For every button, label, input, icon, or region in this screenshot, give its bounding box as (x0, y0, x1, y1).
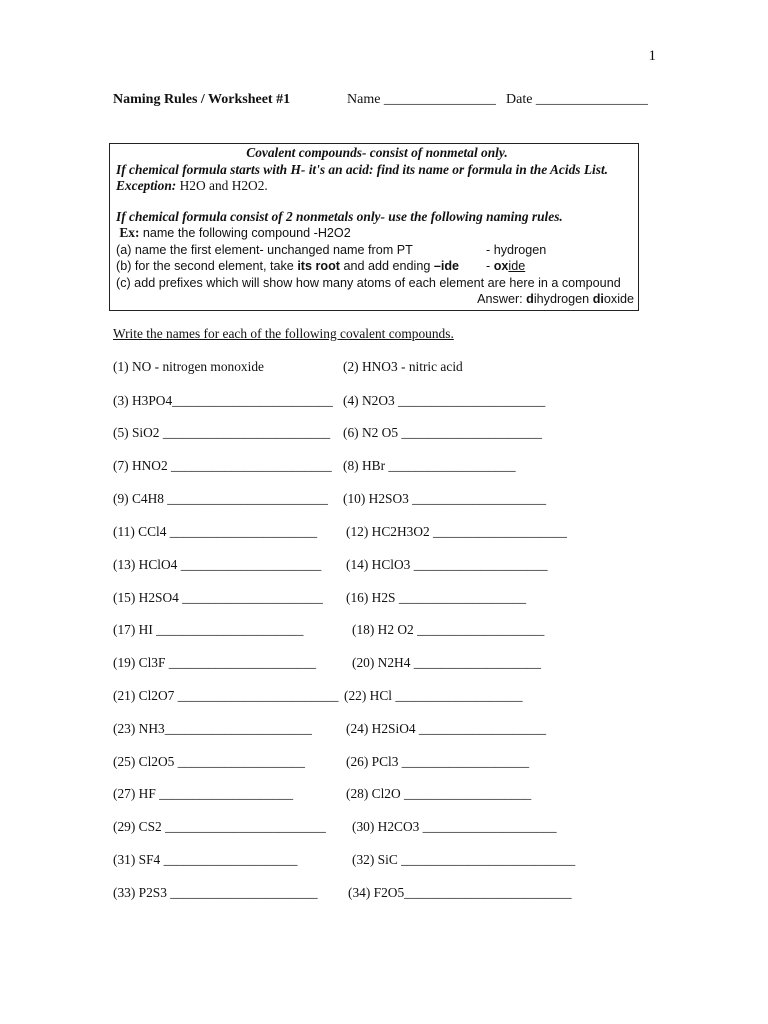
exception-line (116, 178, 638, 195)
question-20[interactable]: (20) N2H4 ___________________ (352, 655, 541, 670)
question-17[interactable]: (17) HI ______________________ (113, 622, 304, 637)
question-23[interactable]: (23) NH3______________________ (113, 721, 312, 736)
nonmetal-rule: If chemical formula consist of 2 nonmetals only- use the following naming rules. (116, 208, 563, 224)
rule-b-mid: and add ending (343, 259, 431, 273)
rule-b-ending: –ide (433, 259, 460, 273)
answer-mid: ihydrogen (533, 292, 590, 306)
rule-a (116, 242, 638, 259)
date-field[interactable]: Date ________________ (506, 92, 648, 107)
question-6[interactable]: (6) N2 O5 _____________________ (343, 425, 542, 440)
question-32[interactable]: (32) SiC __________________________ (352, 852, 576, 867)
rule-b-result (486, 258, 525, 275)
question-4[interactable]: (4) N2O3 ______________________ (343, 393, 546, 408)
answer-line (116, 291, 638, 308)
instructions: Write the names for each of the following covalent compounds. (113, 326, 454, 341)
rules-box (109, 143, 639, 311)
exception-label: Exception: (116, 178, 177, 193)
question-8[interactable]: (8) HBr ___________________ (343, 458, 516, 473)
question-13[interactable]: (13) HClO4 _____________________ (113, 557, 322, 572)
question-34[interactable]: (34) F2O5_________________________ (348, 885, 572, 900)
worksheet-title: Naming Rules / Worksheet #1 (113, 92, 291, 107)
question-28[interactable]: (28) Cl2O ___________________ (346, 786, 532, 801)
question-27[interactable]: (27) HF ____________________ (113, 786, 294, 801)
question-9[interactable]: (9) C4H8 ________________________ (113, 491, 328, 506)
question-30[interactable]: (30) H2CO3 ____________________ (352, 819, 557, 834)
question-21[interactable]: (21) Cl2O7 ________________________ (113, 688, 339, 703)
rule-a-result: - hydrogen (486, 242, 547, 257)
covalent-definition: Covalent compounds- consist of nonmetal only. (246, 145, 508, 160)
question-29[interactable]: (29) CS2 ________________________ (113, 819, 326, 834)
question-1: (1) NO - nitrogen monoxide (113, 359, 264, 374)
acid-rule: If chemical formula starts with H- it's an acid: find its name or formula in the Acids List. (116, 161, 609, 177)
question-7[interactable]: (7) HNO2 ________________________ (113, 458, 332, 473)
name-field[interactable]: Name ________________ (347, 92, 496, 107)
answer-d: d (526, 292, 534, 306)
question-16[interactable]: (16) H2S ___________________ (346, 590, 527, 605)
question-18[interactable]: (18) H2 O2 ___________________ (352, 622, 545, 637)
answer-label: Answer: (477, 292, 523, 306)
question-10[interactable]: (10) H2SO3 ____________________ (343, 491, 547, 506)
question-26[interactable]: (26) PCl3 ___________________ (346, 754, 530, 769)
question-11[interactable]: (11) CCl4 ______________________ (113, 524, 318, 539)
page-number: 1 (648, 48, 656, 64)
question-19[interactable]: (19) Cl3F ______________________ (113, 655, 317, 670)
question-5[interactable]: (5) SiO2 _________________________ (113, 425, 331, 440)
question-22[interactable]: (22) HCl ___________________ (344, 688, 523, 703)
question-12[interactable]: (12) HC2H3O2 ____________________ (346, 524, 567, 539)
answer-end: oxide (603, 292, 634, 306)
example-label: Ex: (119, 225, 140, 240)
rule-c: (c) add prefixes which will show how many atoms of each element are here in a compound (116, 275, 621, 290)
exception-text: H2O and H2O2. (179, 178, 268, 193)
rule-b-ide-part: ide (508, 259, 526, 273)
rule-b-dash: - (486, 259, 494, 273)
question-25[interactable]: (25) Cl2O5 ___________________ (113, 754, 305, 769)
question-14[interactable]: (14) HClO3 ____________________ (346, 557, 548, 572)
question-24[interactable]: (24) H2SiO4 ___________________ (346, 721, 547, 736)
example-line (116, 225, 638, 242)
question-2: (2) HNO3 - nitric acid (343, 359, 463, 374)
question-33[interactable]: (33) P2S3 ______________________ (113, 885, 318, 900)
question-31[interactable]: (31) SF4 ____________________ (113, 852, 298, 867)
question-15[interactable]: (15) H2SO4 _____________________ (113, 590, 323, 605)
rule-b-root: its root (297, 259, 340, 273)
example-text: name the following compound -H2O2 (142, 226, 351, 240)
question-3[interactable]: (3) H3PO4________________________ (113, 393, 333, 408)
rule-b (116, 258, 638, 275)
rule-b-root-part: ox (493, 259, 509, 273)
answer-di: di (592, 292, 604, 306)
rule-b-text: (b) for the second element, take (116, 259, 294, 273)
rule-a-text: (a) name the first element- unchanged name from PT (116, 242, 413, 257)
